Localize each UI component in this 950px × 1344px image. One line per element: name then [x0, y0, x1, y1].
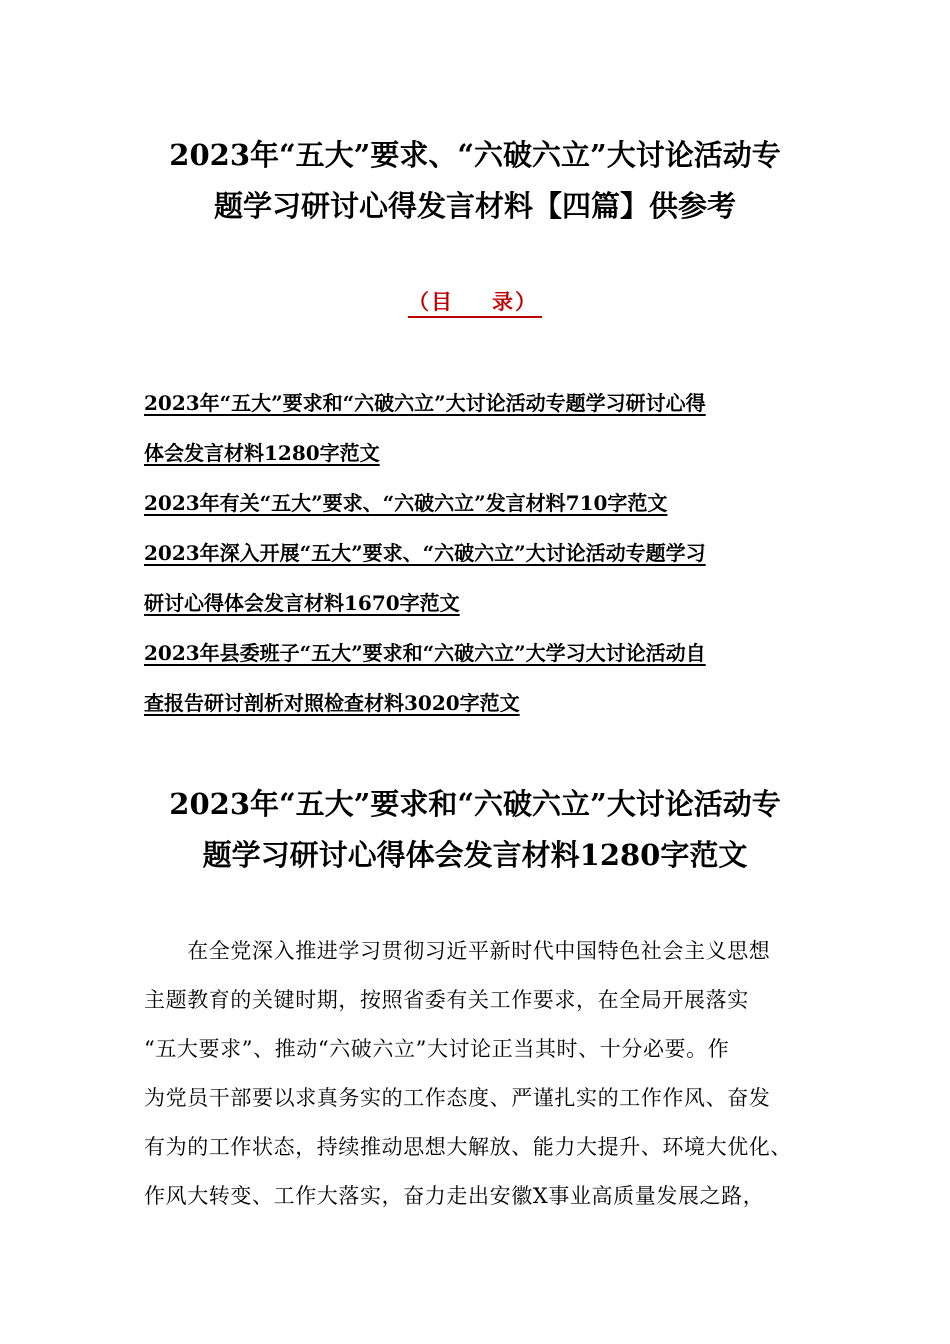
- toc-heading-open: （目: [408, 289, 454, 314]
- toc-item-1-line-2[interactable]: 体会发言材料1280字范文: [144, 441, 380, 465]
- toc-item-3-line-2[interactable]: 研讨心得体会发言材料1670字范文: [144, 591, 460, 615]
- paragraph-line-2: 主题教育的关键时期，按照省委有关工作要求，在全局开展落实: [144, 988, 749, 1012]
- paragraph-line-5: 有为的工作状态，持续推动思想大解放、能力大提升、环境大优化、: [144, 1135, 792, 1159]
- paragraph-line-3: “五大要求”、推动“六破六立”大讨论正当其时、十分必要。作: [144, 1037, 730, 1061]
- section-title-line-1: 2023年“五大”要求和“六破六立”大讨论活动专: [169, 787, 781, 821]
- toc-item-4-line-1[interactable]: 2023年县委班子“五大”要求和“六破六立”大学习大讨论活动自: [144, 641, 706, 665]
- paragraph-line-6: 作风大转变、工作大落实，奋力走出安徽X事业高质量发展之路，: [144, 1184, 765, 1208]
- toc-heading[interactable]: [408, 286, 542, 318]
- toc-heading-close: 录）: [492, 289, 538, 314]
- section-title-line-2: 题学习研讨心得体会发言材料1280字范文: [202, 838, 748, 872]
- toc-item-2-line-1[interactable]: 2023年有关“五大”要求、“六破六立”发言材料710字范文: [144, 491, 668, 515]
- toc-item-1-line-1[interactable]: 2023年“五大”要求和“六破六立”大讨论活动专题学习研讨心得: [144, 391, 706, 415]
- document-title-line-1: 2023年“五大”要求、“六破六立”大讨论活动专: [169, 138, 781, 172]
- paragraph-line-1: 在全党深入推进学习贯彻习近平新时代中国特色社会主义思想: [144, 939, 771, 963]
- document-title-line-2: 题学习研讨心得发言材料【四篇】供参考: [213, 189, 736, 223]
- paragraph-line-4: 为党员干部要以求真务实的工作态度、严谨扎实的工作作风、奋发: [144, 1086, 771, 1110]
- toc-item-4-line-2[interactable]: 查报告研讨剖析对照检查材料3020字范文: [144, 691, 520, 715]
- toc-item-3-line-1[interactable]: 2023年深入开展“五大”要求、“六破六立”大讨论活动专题学习: [144, 541, 706, 565]
